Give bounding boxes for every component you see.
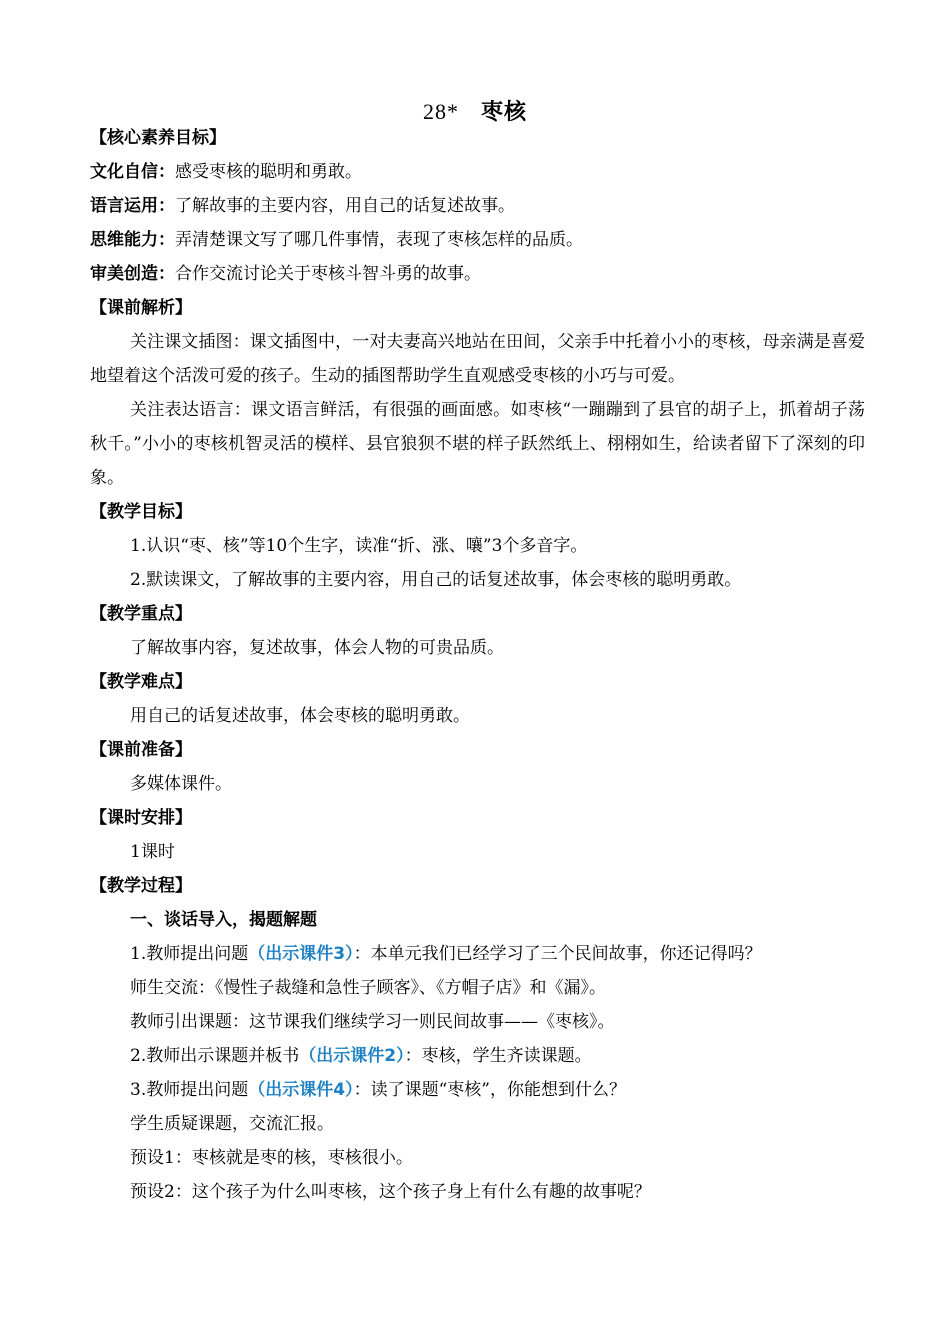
preparation-heading: 【课前准备】	[90, 740, 192, 760]
teaching-goal-item: 1.认识“枣、核”等10个生字，读准“折、涨、嚷”3个多音字。	[130, 536, 588, 556]
schedule-heading: 【课时安排】	[90, 808, 192, 828]
teaching-goals-heading: 【教学目标】	[90, 502, 192, 522]
core-goals-heading: 【核心素养目标】	[90, 128, 226, 148]
courseware-link: （出示课件2）	[299, 1046, 405, 1066]
lesson-title: 枣核	[480, 99, 527, 125]
teaching-goal-item: 2.默读课文，了解故事的主要内容，用自己的话复述故事，体会枣核的聪明勇敢。	[130, 570, 742, 590]
pre-analysis-paragraph: 关注表达语言：课文语言鲜活，有很强的画面感。如枣核“一蹦蹦到了县官的胡子上，抓着胡子荡秋千。”小小的枣核机智灵活的模样、县官狼狈不堪的样子跃然纸上、栩栩如生，给读者留下了深刻的印象。	[90, 400, 865, 488]
core-goal-item: 审美创造：合作交流讨论关于枣核斗智斗勇的故事。	[90, 264, 481, 284]
process-line: 学生质疑课题，交流汇报。	[130, 1114, 334, 1134]
document-body	[90, 121, 865, 1209]
key-points-heading: 【教学重点】	[90, 604, 192, 624]
lesson-number: 28*	[422, 99, 459, 124]
section-title: 一、谈话导入，揭题解题	[130, 910, 317, 930]
core-goal-item: 语言运用：了解故事的主要内容，用自己的话复述故事。	[90, 196, 515, 216]
schedule-text: 1课时	[130, 842, 175, 862]
process-line: 师生交流：《慢性子裁缝和急性子顾客》、《方帽子店》和《漏》。	[130, 978, 606, 998]
pre-analysis-paragraph: 关注课文插图：课文插图中，一对夫妻高兴地站在田间，父亲手中托着小小的枣核，母亲满是喜爱地望着这个活泼可爱的孩子。生动的插图帮助学生直观感受枣核的小巧与可爱。	[90, 332, 865, 386]
core-goal-item: 文化自信：感受枣核的聪明和勇敢。	[90, 162, 362, 182]
process-line: 预设2：这个孩子为什么叫枣核，这个孩子身上有什么有趣的故事呢？	[130, 1182, 651, 1202]
difficulties-text: 用自己的话复述故事，体会枣核的聪明勇敢。	[130, 706, 470, 726]
process-line: 2.教师出示课题并板书（出示课件2）：枣核，学生齐读课题。	[130, 1046, 592, 1066]
process-heading: 【教学过程】	[90, 876, 192, 896]
key-points-text: 了解故事内容，复述故事，体会人物的可贵品质。	[130, 638, 504, 658]
preparation-text: 多媒体课件。	[130, 774, 232, 794]
pre-analysis-heading: 【课前解析】	[90, 298, 192, 318]
difficulties-heading: 【教学难点】	[90, 672, 192, 692]
core-goal-item: 思维能力：弄清楚课文写了哪几件事情，表现了枣核怎样的品质。	[90, 230, 583, 250]
courseware-link: （出示课件3）	[248, 944, 354, 964]
process-line: 3.教师提出问题（出示课件4）：读了课题“枣核”，你能想到什么？	[130, 1080, 626, 1100]
courseware-link: （出示课件4）	[248, 1080, 354, 1100]
process-line: 教师引出课题：这节课我们继续学习一则民间故事——《枣核》。	[130, 1012, 615, 1032]
process-line: 预设1：枣核就是枣的核，枣核很小。	[130, 1148, 413, 1168]
process-line: 1.教师提出问题（出示课件3）：本单元我们已经学习了三个民间故事，你还记得吗？	[130, 944, 762, 964]
